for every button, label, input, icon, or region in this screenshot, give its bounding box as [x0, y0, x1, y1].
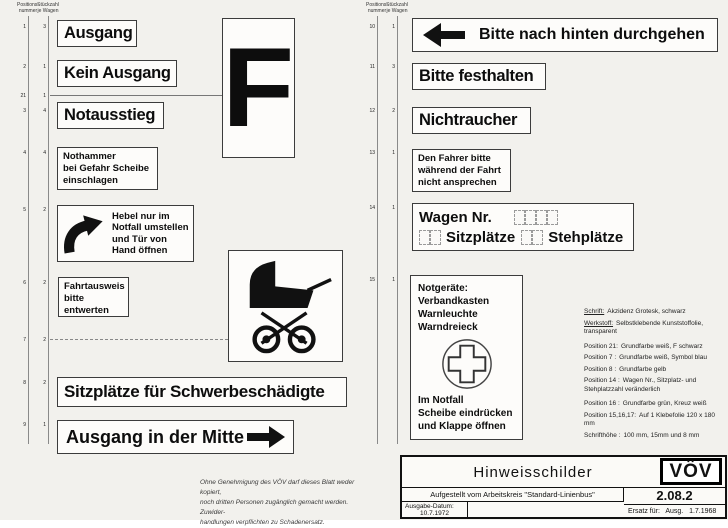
ruler-header-line: nummer: [18, 7, 38, 14]
sign-text-line: Im Notfall: [418, 395, 464, 406]
sign-ausgang-mitte: [57, 420, 294, 454]
sign-text: Bitte nach hinten durchgehen: [479, 26, 705, 43]
sheet-number-cell: [624, 487, 725, 505]
sign-text-line: Warnleuchte: [418, 309, 478, 320]
spec-row: Schrifthöhe : 100 mm, 15mm und 8 mm: [584, 431, 700, 439]
connector-line-f-sign: [50, 95, 222, 96]
sign-text-line: und Tür von: [112, 233, 167, 245]
digit-placeholder-box: [419, 230, 430, 245]
sign-notgeraete: [410, 275, 523, 440]
sign-text-line: Warndreieck: [418, 322, 478, 333]
sign-text: [112, 211, 189, 257]
notgeraete-text: [418, 282, 515, 334]
sign-text-line: und Klappe öffnen: [418, 421, 506, 432]
ruler-line: [397, 16, 398, 444]
ersatz-cell: [624, 505, 725, 517]
sign-text-line: Hand öffnen: [112, 245, 168, 256]
document-page: Positions- nummer Stückzahl je Wagen Positions- nummer Stückzahl je Wagen 1 3 2 1 21 1 3 4 4 4 5 2 6 2 7 2 8 2 9 1 10 1 11 3 12 2 13 1 14 1 15 1 Ausgang Kein Ausgang Notausstieg Nothammer bei Gefahr Scheibe einschlagen Hebel nur im Notfall umstellen und Tür von Hand öffnen Fahrtausweis bitte entwerten F Sitzplätze für Schwerbeschädigte Ausgang in der Mitte Bitte nach hinten durchgehen Bitte festhalten Nichtraucher Den Fahrer bitte während der Fahrt nicht ansprechen Wagen Nr. Sitzplätze Stehplätze Notgeräte: Verbandkasten Warnleuchte Warndreieck Im Notfall Scheibe eindrücken und Klappe öffnen Schrift: Akzidenz Grotesk, schwarz Werkstoff: Selbstklebende Kunststoffolie, transparent Position 21: Grundfarbe weiß, F schwarz Position 7 : Grundfarbe weiß, Symbol blau Position 8 : Grundfarbe gelb Position 14 : Wagen Nr., Sitzplatz- und Stehplatzzahl veränderlich Position 16 : Grundfarbe grün, Kreuz weiß Position 15,16,17: Auf 1 Klebefolie 120 x 180 mm Schrifthöhe : 100 mm, 15mm und 8 mm Ohne Genehmigung des VÖV darf dieses Blatt weder kopiert, noch dritten Personen zugänglich gemacht werden. Zuwider- handlungen verpflichten zu Schadenersatz. Hinweisschilder VÖV Aufgestellt vom Arbeitskreis "Standard-Linienbus" 2.08.2 Ausgabe-Datum: 10.7.1972 Ersatz für: Ausg. 1.7.1968: [0, 0, 728, 520]
right-ruler-header-qty: [382, 3, 412, 14]
spec-row: Position 16 : Grundfarbe grün, Kreuz weiß: [584, 400, 707, 407]
sign-nothammer: [57, 147, 158, 190]
ruler-header-line: Stückzahl: [37, 2, 59, 8]
sign-text-line: während der Fahrt: [418, 165, 501, 176]
spec-row: Position 7 : Grundfarbe weiß, Symbol blau: [584, 354, 707, 361]
disclaimer-line: handlungen verpflichten zu Schadenersatz.: [200, 519, 325, 526]
sign-text-line: Den Fahrer bitte: [418, 153, 491, 164]
ausgabe-datum-cell: [402, 502, 468, 517]
ruler-line: [48, 16, 49, 444]
first-aid-cross-icon: [440, 337, 494, 391]
disclaimer-line: Ohne Genehmigung des VÖV darf dieses Blatt weder kopiert,: [200, 479, 355, 496]
curved-arrow-icon: [62, 213, 106, 255]
sign-ausgang: [57, 20, 137, 47]
sheet-number: 2.08.2: [656, 488, 693, 503]
sign-text-line: Fahrtausweis: [64, 281, 125, 292]
spec-row: Schrift: Akzidenz Grotesk, schwarz: [584, 308, 686, 315]
sign-notausstieg: [57, 102, 164, 129]
voev-logo-text: VÖV: [669, 460, 713, 482]
spec-row: Werkstoff: Selbstklebende Kunststoffolie, transparent: [584, 319, 703, 335]
disclaimer-line: noch dritten Personen zugänglich gemacht werden. Zuwider-: [200, 499, 349, 516]
connector-line-pram-sign: [50, 339, 228, 340]
arrow-left-icon: [423, 23, 465, 47]
spec-row: Position 15,16,17: Auf 1 Klebefolie 120 x 180 mm: [584, 411, 715, 427]
digit-placeholder-box: [525, 210, 536, 225]
digit-placeholder-box: [536, 210, 547, 225]
sign-kein-ausgang: [57, 60, 177, 87]
plaetze-row: [419, 227, 627, 247]
sign-bitte-nach-hinten: [412, 18, 718, 52]
sign-text: Ausgang in der Mitte: [66, 426, 245, 447]
sign-text-line: Hebel nur im: [112, 210, 170, 222]
sign-text-line: bitte: [64, 293, 85, 304]
digit-placeholder-box: [430, 230, 441, 245]
sign-text-line: entwerten: [64, 305, 109, 316]
digit-placeholder-box: [532, 230, 543, 245]
pram-icon: [237, 257, 335, 355]
sign-bitte-festhalten: [412, 63, 546, 90]
aufgestellt-text: Aufgestellt vom Arbeitskreis "Standard-Linienbus": [430, 489, 595, 499]
spec-row: Position 21: Grundfarbe weiß, F schwarz: [584, 342, 703, 350]
spec-row: Position 8 : Grundfarbe gelb: [584, 365, 667, 373]
sign-text-line: Notfall umstellen: [112, 222, 189, 233]
ruler-header-line: je Wagen: [37, 7, 59, 14]
sign-text: Nichtraucher: [419, 111, 518, 129]
ersatz-text: Ersatz für: Ausg. 1.7.1968: [628, 507, 717, 515]
ausgabe-datum-value: 10.7.1972: [420, 510, 449, 517]
sign-text: Ausgang: [64, 24, 133, 42]
ruler-header-line: Stückzahl: [386, 2, 408, 8]
notfall-text: [418, 394, 515, 433]
sign-sitzplaetze-schwerbeschaedigte: [57, 377, 347, 407]
spec-row: Position 14 : Wagen Nr., Sitzplatz- und Stehplatzzahl veränderlich: [584, 377, 697, 393]
spec-block: [584, 308, 726, 443]
sign-text-line: einschlagen: [63, 175, 118, 186]
ausgabe-datum-label: Ausgabe-Datum:: [405, 503, 454, 510]
sign-text: Kein Ausgang: [64, 64, 171, 82]
sign-text-line: Nothammer: [63, 151, 116, 162]
digit-placeholder-box: [521, 230, 532, 245]
ruler-header-line: nummer: [367, 7, 387, 14]
ruler-line: [377, 16, 378, 444]
sign-text-line: bei Gefahr Scheibe: [63, 163, 150, 174]
ruler-header-line: Positions-: [17, 2, 39, 8]
copyright-disclaimer: [200, 478, 375, 528]
arrow-right-icon: [247, 426, 285, 448]
sheet-title-text: Hinweisschilder: [473, 463, 593, 481]
sign-text-line: nicht ansprechen: [418, 177, 497, 188]
title-block: [400, 455, 727, 519]
sign-nichtraucher: [412, 107, 531, 134]
wagen-nr-row: [419, 207, 627, 227]
voev-logo: [660, 458, 722, 485]
sign-text-line: Notgeräte:: [418, 283, 469, 294]
sign-text: Bitte festhalten: [419, 67, 534, 85]
sign-text: Stehplätze: [548, 228, 624, 246]
sign-text: Wagen Nr.: [419, 208, 492, 226]
sign-text: Notausstieg: [64, 106, 156, 124]
sign-fahrer-nicht-ansprechen: [412, 149, 511, 192]
digit-placeholder-box: [514, 210, 525, 225]
sign-kinderwagen: [228, 250, 343, 362]
sheet-title: [402, 457, 664, 488]
sign-f-letter: [222, 18, 295, 158]
sign-text-line: Verbandkasten: [418, 296, 490, 307]
left-ruler-header-qty: [33, 3, 63, 14]
digit-placeholder-box: [547, 210, 558, 225]
ruler-header-line: Positions-: [366, 2, 388, 8]
f-letter: F: [222, 25, 295, 150]
ruler-header-line: je Wagen: [386, 7, 408, 14]
aufgestellt-cell: [402, 487, 624, 502]
sign-fahrtausweis: [58, 277, 129, 317]
sign-text: Sitzplätze für Schwerbeschädigte: [64, 382, 325, 401]
sign-hebel-notfall: [57, 205, 194, 262]
sign-text: Sitzplätze: [446, 228, 516, 246]
sign-wagen-nr: [412, 203, 634, 251]
sign-text-line: Scheibe eindrücken: [418, 408, 513, 419]
